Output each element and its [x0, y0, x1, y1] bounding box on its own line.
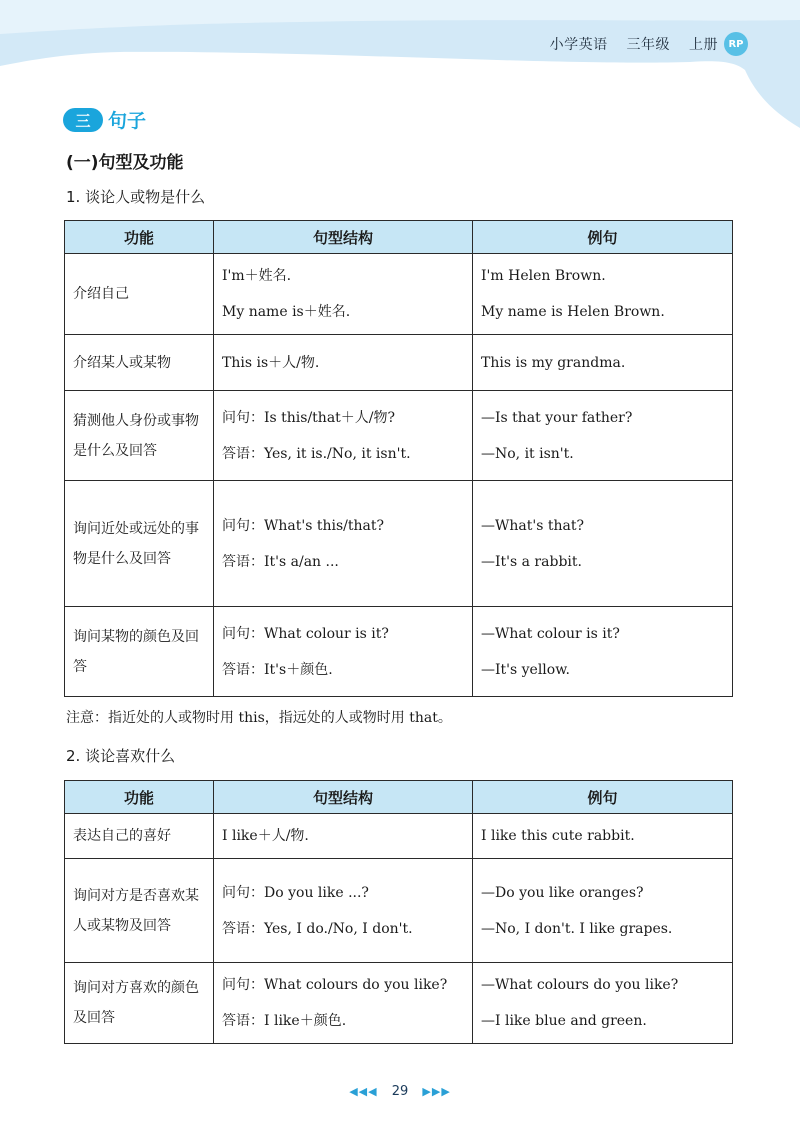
example-line: This is my grandma.: [481, 354, 626, 371]
structure-line: 答语：It's＋颜色.: [222, 661, 333, 678]
example-line: —It's a rabbit.: [481, 553, 582, 570]
structure-line: 问句：What colours do you like?: [222, 977, 448, 993]
part1-table: [64, 220, 733, 697]
structure-line: 问句：Do you like ...?: [222, 884, 369, 901]
header-subject: 小学英语: [549, 37, 608, 53]
example-line: —What colours do you like?: [481, 977, 679, 993]
function-cell: 询问对方是否喜欢某人或某物及回答: [65, 859, 214, 963]
structure-line: 问句：Is this/that＋人/物?: [222, 409, 396, 426]
table-row: [65, 391, 733, 481]
header-meta: [536, 34, 718, 54]
previous-arrows-icon: ◀◀◀: [349, 1085, 378, 1098]
example-line: My name is Helen Brown.: [481, 304, 665, 320]
table-row: [65, 963, 733, 1044]
function-cell: 介绍某人或某物: [65, 335, 214, 391]
next-arrows-icon: ▶▶▶: [422, 1085, 451, 1098]
column-header-function: 功能: [65, 221, 214, 254]
example-line: —It's yellow.: [481, 661, 570, 678]
example-line: —What's that?: [481, 517, 584, 534]
table-header-row: [65, 781, 733, 814]
structure-line: 答语：I like＋颜色.: [222, 1013, 347, 1029]
section-number-badge: 三: [63, 108, 103, 132]
structure-line: I'm＋姓名.: [222, 268, 292, 284]
example-line: —No, it isn't.: [481, 445, 574, 462]
example-cell: [473, 254, 733, 335]
note-text: 注意：指近处的人或物时用 this，指远处的人或物时用 that。: [66, 710, 452, 726]
page-footer: [0, 1084, 800, 1099]
structure-line: My name is＋姓名.: [222, 304, 351, 320]
example-line: I like this cute rabbit.: [481, 828, 635, 844]
header-grade: 三年级: [626, 37, 671, 53]
table-row: [65, 814, 733, 859]
structure-cell: [214, 391, 473, 481]
structure-cell: [214, 607, 473, 697]
part2-title: 2. 谈论喜欢什么: [66, 747, 176, 765]
example-cell: [473, 335, 733, 391]
example-cell: [473, 859, 733, 963]
structure-cell: [214, 335, 473, 391]
function-cell: 猜测他人身份或事物是什么及回答: [65, 391, 214, 481]
function-cell: 询问某物的颜色及回答: [65, 607, 214, 697]
structure-cell: [214, 859, 473, 963]
table-row: [65, 254, 733, 335]
example-cell: [473, 963, 733, 1044]
page-number: 29: [391, 1084, 409, 1099]
example-cell: [473, 814, 733, 859]
structure-line: 答语：Yes, it is./No, it isn't.: [222, 445, 411, 462]
function-cell: 询问近处或远处的事物是什么及回答: [65, 481, 214, 607]
example-cell: [473, 607, 733, 697]
table-row: [65, 859, 733, 963]
section-title: 句子: [108, 110, 147, 132]
structure-line: 答语：Yes, I do./No, I don't.: [222, 920, 413, 937]
example-line: I'm Helen Brown.: [481, 268, 606, 284]
example-line: —What colour is it?: [481, 625, 620, 642]
structure-cell: [214, 814, 473, 859]
column-header-example: 例句: [473, 781, 733, 814]
structure-line: I like＋人/物.: [222, 828, 309, 844]
table-header-row: [65, 221, 733, 254]
table-row: [65, 481, 733, 607]
structure-line: 问句：What colour is it?: [222, 625, 389, 642]
structure-cell: [214, 254, 473, 335]
structure-cell: [214, 481, 473, 607]
example-line: —No, I don't. I like grapes.: [481, 920, 673, 937]
function-cell: 表达自己的喜好: [65, 814, 214, 859]
example-line: —Is that your father?: [481, 409, 633, 426]
function-cell: 询问对方喜欢的颜色及回答: [65, 963, 214, 1044]
table-row: [65, 607, 733, 697]
structure-line: 问句：What's this/that?: [222, 517, 385, 534]
header-volume: 上册: [689, 37, 718, 53]
subsection-title: (一)句型及功能: [66, 153, 184, 173]
example-line: —Do you like oranges?: [481, 884, 644, 901]
example-line: —I like blue and green.: [481, 1013, 647, 1029]
column-header-function: 功能: [65, 781, 214, 814]
function-cell: 介绍自己: [65, 254, 214, 335]
example-cell: [473, 391, 733, 481]
column-header-structure: 句型结构: [214, 781, 473, 814]
column-header-structure: 句型结构: [214, 221, 473, 254]
structure-cell: [214, 963, 473, 1044]
structure-line: This is＋人/物.: [222, 354, 320, 371]
table-row: [65, 335, 733, 391]
example-cell: [473, 481, 733, 607]
part2-table: [64, 780, 733, 1044]
part1-title: 1. 谈论人或物是什么: [66, 188, 206, 206]
publisher-badge: RP: [724, 32, 748, 56]
column-header-example: 例句: [473, 221, 733, 254]
structure-line: 答语：It's a/an ...: [222, 553, 339, 570]
